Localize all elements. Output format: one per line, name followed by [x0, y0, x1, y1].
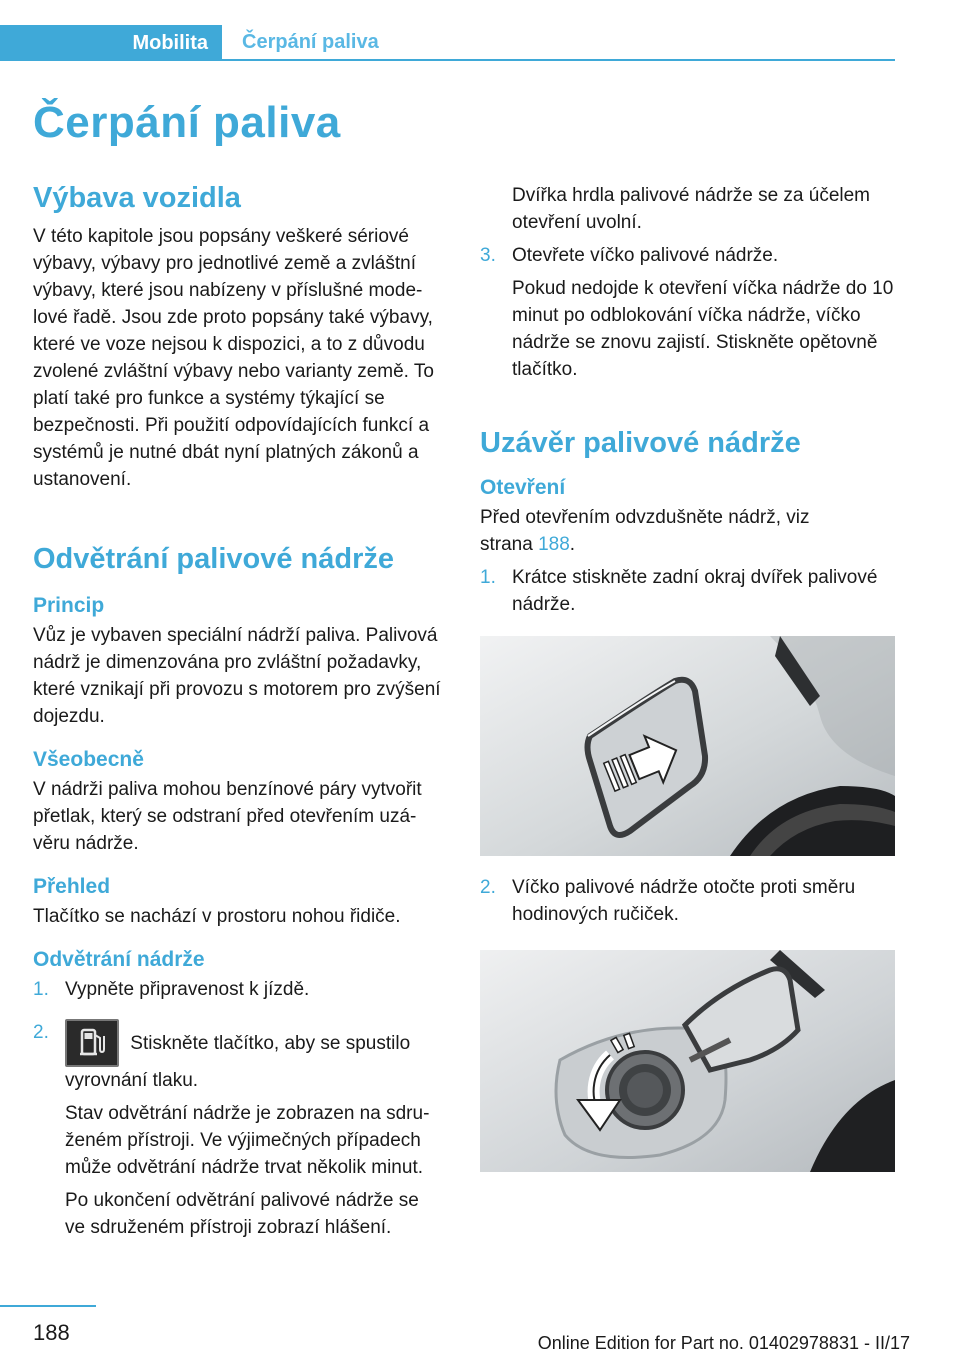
step-item [33, 1019, 443, 1094]
step-item [480, 242, 895, 269]
overview-text: Tlačítko se nachází v prostoru nohou řidiče. [33, 906, 401, 927]
step-text: Stiskněte tlačítko, aby se spustilo vyrovnání tlaku. [65, 1033, 411, 1091]
continued-text: Dvířka hrdla palivové nádrže se za účelem otevření uvolní. [512, 185, 871, 233]
footer-divider [0, 1305, 96, 1307]
open-heading: Otevření [480, 476, 566, 499]
step-number: 2. [480, 877, 496, 898]
step-text: Krátce stiskněte zadní okraj dvířek palivové nádrže. [512, 567, 878, 615]
step-number: 3. [480, 245, 496, 266]
cap-heading: Uzávěr palivové nádrže [480, 427, 801, 459]
page-reference-link[interactable]: 188 [538, 534, 570, 555]
open-text-after: . [569, 534, 576, 555]
right-column [480, 182, 895, 1172]
equipment-text: V této kapitole jsou popsány veškeré sériové výbavy, výbavy pro jednotlivé země a zvláštní výbavy, které jsou nabízeny v příslušné modelové řadě. Jsou zde proto popsány také výbavy, které ve voze nejsou k dispozici, a to z důvodu zvolené zvláštní výbavy nebo varianty země. To platí také pro funkce a systémy týkající se bezpečnosti. Při použití odpovídajících funkcí a systémů je nutné dbát nyní platných zákonů a ustanovení. [33, 226, 434, 490]
general-heading: Všeobecně [33, 748, 144, 771]
equipment-heading: Výbava vozidla [33, 182, 241, 214]
principle-text: Vůz je vybaven speciální nádrží paliva. Palivová nádrž je dimenzována pro zvláštní požadavky, které vznikají při provozu s motorem pro zvýšení dojezdu. [33, 625, 441, 727]
step-note: Pokud nedojde k otevření víčka nádrže do 10 minut po odblokování víčka nádrže, víčko nádrže se znovu zajistí. Stiskněte opětovně tlačítko. [512, 278, 894, 380]
step-note: Po ukončení odvětrání palivové nádrže se ve sdruženém přístroji zobrazí hlášení. [65, 1190, 419, 1238]
open-text-before: Před otevřením odvzdušněte nádrž, viz strana [480, 507, 810, 555]
step-text: Otevřete víčko palivové nádrže. [512, 245, 779, 266]
step-note: Stav odvětrání nádrže je zobrazen na sdruženém přístroji. Ve výjimečných případech může odvětrání nádrže trvat několik minut. [65, 1103, 430, 1178]
venting-heading: Odvětrání palivové nádrže [33, 543, 395, 575]
fuel-cap-illustration [480, 950, 895, 1172]
step-text: Víčko palivové nádrže otočte proti směru hodinových ručiček. [512, 877, 856, 925]
step-item [480, 564, 895, 618]
step-number: 1. [33, 979, 49, 1000]
open-text [480, 504, 840, 558]
step-item [33, 976, 443, 1003]
general-text: V nádrži paliva mohou benzínové páry vytvořit přetlak, který se odstraní před otevřením uzávěru nádrže. [33, 779, 422, 854]
fuel-pump-icon [65, 1019, 119, 1067]
step-text: Vypněte připravenost k jízdě. [65, 979, 310, 1000]
page-title: Čerpání paliva [33, 98, 341, 147]
principle-heading: Princip [33, 594, 105, 617]
edition-note: Online Edition for Part no. 01402978831 - II/17 [537, 1333, 910, 1353]
fuel-flap-illustration [480, 636, 895, 856]
step-number: 2. [33, 1022, 49, 1043]
step-number: 1. [480, 567, 496, 588]
section-tab: Mobilita [0, 25, 222, 61]
step-item [480, 874, 895, 928]
chapter-tab: Čerpání paliva [222, 25, 895, 61]
left-column [33, 182, 443, 1241]
tank-vent-heading: Odvětrání nádrže [33, 948, 205, 971]
overview-heading: Přehled [33, 875, 111, 898]
header-tabs [0, 25, 895, 61]
page-number: 188 [33, 1320, 70, 1345]
